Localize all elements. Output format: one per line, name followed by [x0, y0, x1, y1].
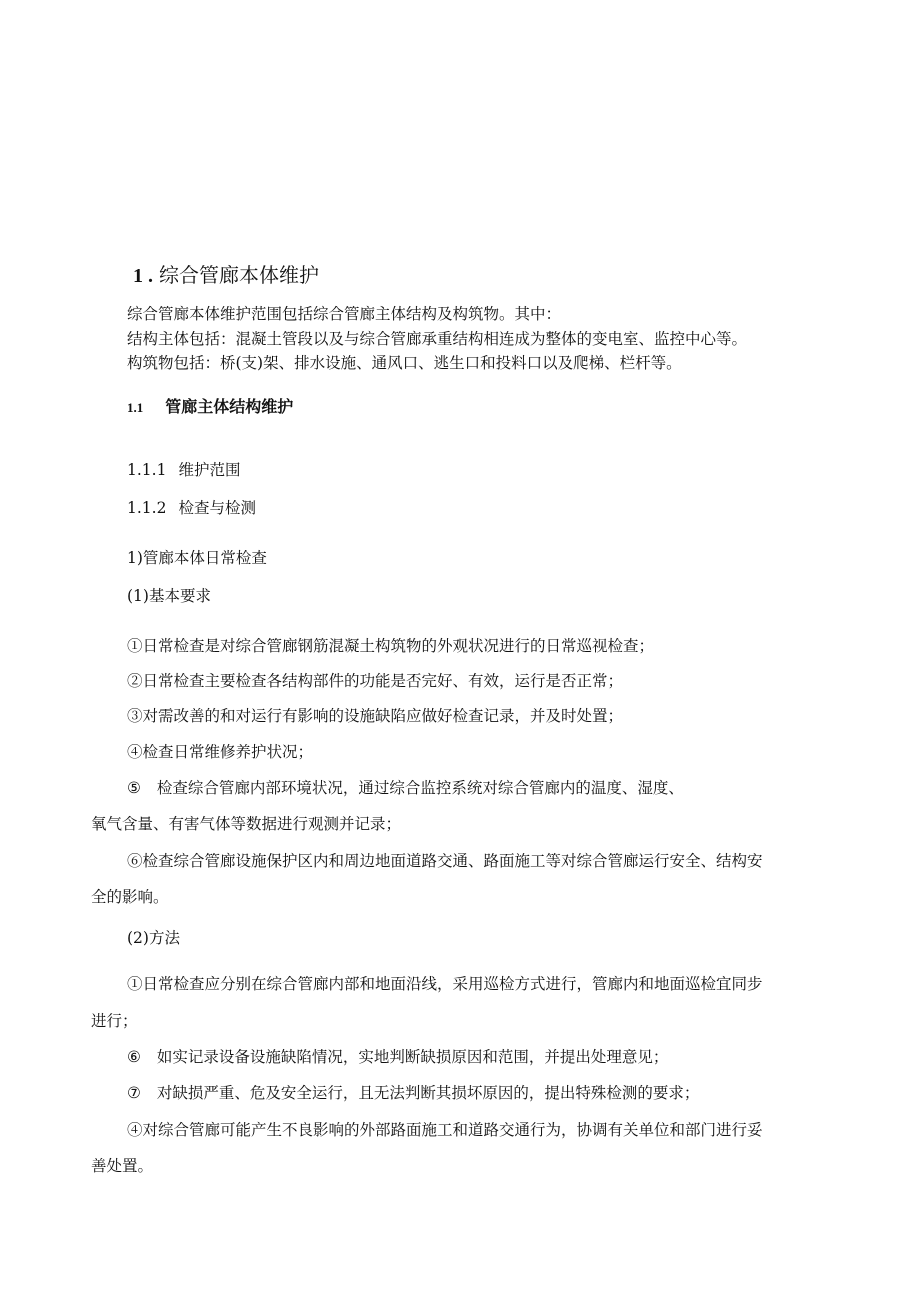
daily-heading: 1)管廊本体日常检查: [127, 549, 267, 567]
section-heading: [133, 262, 319, 289]
item-text: 检查综合管廊内部环境状况，通过综合监控系统对综合管廊内的温度、湿度、: [156, 779, 684, 797]
requirements-heading: (1)基本要求: [127, 587, 211, 605]
subsub-title: 维护范围: [178, 461, 241, 479]
requirement-item-4: ④检查日常维修养护状况；: [127, 743, 314, 761]
method-item-1-cont: 进行；: [91, 1012, 138, 1030]
requirement-item-6: ⑥检查综合管廊设施保护区内和周边地面道路交通、路面施工等对综合管廊运行安全、结构安: [127, 852, 763, 870]
item-text: 对缺损严重、危及安全运行，且无法判断其损坏原因的，提出特殊检测的要求；: [156, 1084, 700, 1102]
requirement-item-1: ①日常检查是对综合管廊钢筋混凝土构筑物的外观状况进行的日常巡视检查；: [127, 637, 655, 655]
intro-line-1: 综合管廊本体维护范围包括综合管廊主体结构及构筑物。其中：: [127, 305, 562, 323]
subsub-title: 检查与检测: [178, 499, 256, 517]
method-item-2: [127, 1047, 668, 1067]
item-marker: ⑤: [127, 779, 141, 797]
subsub-heading-1: [127, 460, 240, 480]
method-heading: (2)方法: [127, 929, 180, 947]
requirement-item-2: ②日常检查主要检查各结构部件的功能是否完好、有效，运行是否正常；: [127, 672, 624, 690]
requirement-item-5: [127, 778, 684, 798]
item-marker: ⑦: [127, 1084, 141, 1102]
requirement-item-6-cont: 全的影响。: [91, 888, 169, 906]
subsub-number: 1.1.1: [127, 461, 167, 479]
method-item-1: ①日常检查应分别在综合管廊内部和地面沿线，采用巡检方式进行，管廊内和地面巡检宜同步: [127, 975, 763, 993]
section-number: 1 .: [133, 265, 153, 287]
item-text: 如实记录设备设施缺陷情况，实地判断缺损原因和范围，并提出处理意见；: [156, 1048, 669, 1066]
method-item-4: ④对综合管廊可能产生不良影响的外部路面施工和道路交通行为，协调有关单位和部门进行妥: [127, 1121, 763, 1139]
subsub-heading-2: [127, 498, 256, 518]
subsection-number: 1.1: [127, 400, 144, 415]
requirement-item-3: ③对需改善的和对运行有影响的设施缺陷应做好检查记录，并及时处置；: [127, 707, 624, 725]
intro-line-3: 构筑物包括：桥(支)架、排水设施、通风口、逃生口和投料口以及爬梯、栏杆等。: [127, 354, 682, 372]
method-item-4-cont: 善处置。: [91, 1157, 154, 1175]
subsection-title: 管廊主体结构维护: [165, 397, 294, 416]
item-marker: ⑥: [127, 1048, 141, 1066]
section-title: 综合管廊本体维护: [159, 263, 319, 287]
requirement-item-5-cont: 氧气含量、有害气体等数据进行观测并记录；: [91, 815, 402, 833]
subsub-number: 1.1.2: [127, 499, 167, 517]
subsection-heading: [127, 397, 293, 418]
method-item-3: [127, 1083, 699, 1103]
intro-line-2: 结构主体包括：混凝土管段以及与综合管廊承重结构相连成为整体的变电室、监控中心等。: [127, 330, 748, 348]
